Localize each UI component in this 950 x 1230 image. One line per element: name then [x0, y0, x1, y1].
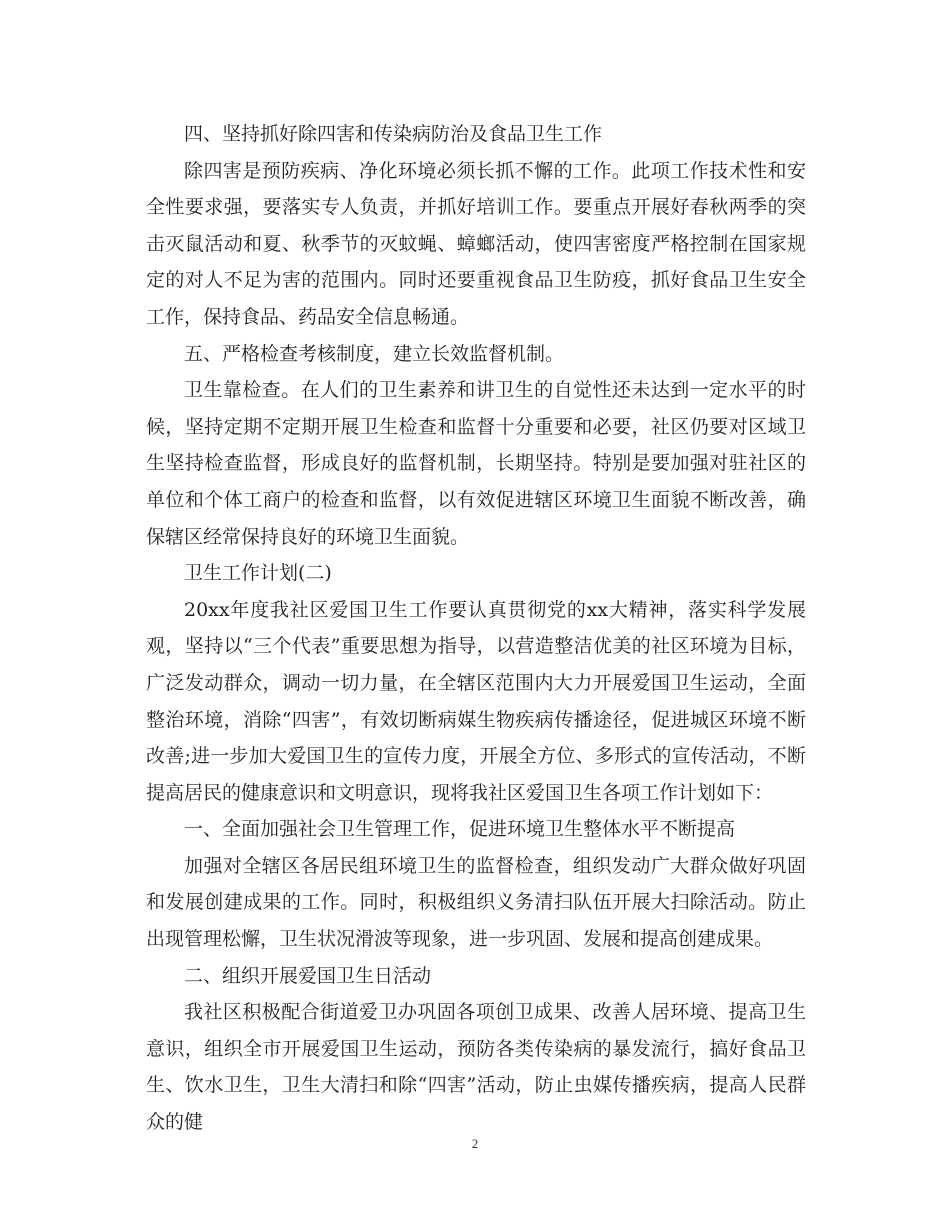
document-body	[146, 116, 806, 1141]
section-heading-2: 二、组织开展爱国卫生日活动	[184, 964, 432, 987]
body-paragraph: 除四害是预防疾病、净化环境必须长抓不懈的工作。此项工作技术性和安全性要求强，要落实专人负责，并抓好培训工作。要重点开展好春秋两季的突击灭鼠活动和夏、秋季节的灭蚊蝇、蟑螂活动，使四害密度严格控制在国家规定的对人不足为害的范围内。同时还要重视食品卫生防疫，抓好食品卫生安全工作，保持食品、药品安全信息畅通。	[146, 159, 806, 328]
body-paragraph: 加强对全辖区各居民组环境卫生的监督检查，组织发动广大群众做好巩固和发展创建成果的工作。同时，积极组织义务清扫队伍开展大扫除活动。防止出现管理松懈，卫生状况滑波等现象，进一步巩固、发展和提高创建成果。	[146, 854, 806, 951]
section-heading-1: 一、全面加强社会卫生管理工作，促进环境卫生整体水平不断提高	[184, 818, 736, 841]
body-paragraph: 卫生靠检查。在人们的卫生素养和讲卫生的自觉性还未达到一定水平的时候，坚持定期不定期开展卫生检查和监督十分重要和必要，社区仍要对区域卫生坚持检查监督，形成良好的监督机制，长期坚持。特别是要加强对驻社区的单位和个体工商户的检查和监督，以有效促进辖区环境卫生面貌不断改善，确保辖区经常保持良好的环境卫生面貌。	[146, 379, 806, 548]
section-heading-5: 五、严格检查考核制度，建立长效监督机制。	[184, 342, 565, 365]
section-heading-4: 四、坚持抓好除四害和传染病防治及食品卫生工作	[184, 123, 603, 145]
page-number: 2	[471, 1136, 479, 1151]
body-paragraph: 20xx年度我社区爱国卫生工作要认真贯彻党的xx大精神，落实科学发展观，坚持以“三个代表”重要思想为指导，以营造整洁优美的社区环境为目标，广泛发动群众，调动一切力量，在全辖区范围内大力开展爱国卫生运动，全面整治环境，消除“四害”，有效切断病媒生物疾病传播途径，促进城区环境不断改善;进一步加大爱国卫生的宣传力度，开展全方位、多形式的宣传活动，不断提高居民的健康意识和文明意识，现将我社区爱国卫生各项工作计划如下：	[146, 598, 806, 804]
body-paragraph: 我社区积极配合街道爱卫办巩固各项创卫成果、改善人居环境、提高卫生意识，组织全市开展爱国卫生运动，预防各类传染病的暴发流行，搞好食品卫生、饮水卫生，卫生大清扫和除“四害”活动，防止虫媒传播疾病，提高人民群众的健	[146, 1001, 806, 1134]
plan-title: 卫生工作计划(二)	[184, 562, 332, 585]
